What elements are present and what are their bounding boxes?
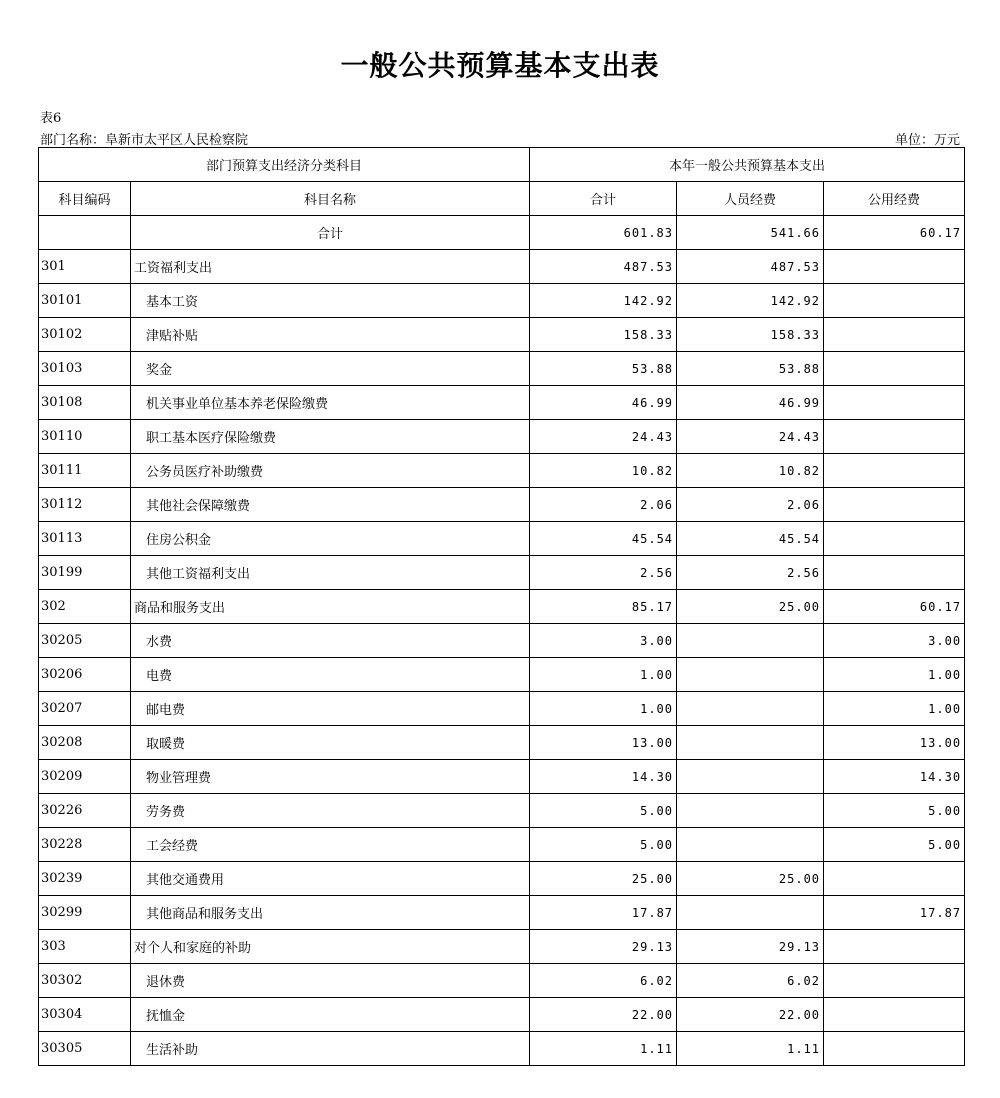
row-total: 24.43 (530, 420, 677, 454)
table-row (39, 692, 965, 726)
table-row (39, 420, 965, 454)
row-public (824, 1032, 965, 1066)
row-name: 邮电费 (131, 692, 530, 726)
row-name: 抚恤金 (131, 998, 530, 1032)
row-public (824, 386, 965, 420)
table-header-group-row (39, 148, 965, 182)
total-personnel: 541.66 (677, 216, 824, 250)
row-public: 14.30 (824, 760, 965, 794)
table-row (39, 250, 965, 284)
table-number: 表6 (40, 111, 62, 126)
row-code: 30304 (39, 998, 131, 1032)
row-total: 142.92 (530, 284, 677, 318)
table-row (39, 658, 965, 692)
table-row (39, 556, 965, 590)
row-code: 30103 (39, 352, 131, 386)
row-total: 1.11 (530, 1032, 677, 1066)
row-personnel: 142.92 (677, 284, 824, 318)
row-public (824, 352, 965, 386)
row-total: 85.17 (530, 590, 677, 624)
row-public (824, 250, 965, 284)
row-public (824, 930, 965, 964)
row-total: 17.87 (530, 896, 677, 930)
row-public (824, 556, 965, 590)
row-code: 30208 (39, 726, 131, 760)
row-name: 其他社会保障缴费 (131, 488, 530, 522)
row-public (824, 998, 965, 1032)
row-name: 工资福利支出 (131, 250, 530, 284)
header-group-right: 本年一般公共预算基本支出 (530, 148, 965, 182)
row-total: 3.00 (530, 624, 677, 658)
row-personnel (677, 760, 824, 794)
header-personnel: 人员经费 (677, 182, 824, 216)
header-name: 科目名称 (131, 182, 530, 216)
row-name: 住房公积金 (131, 522, 530, 556)
row-name: 商品和服务支出 (131, 590, 530, 624)
row-personnel: 24.43 (677, 420, 824, 454)
table-row (39, 964, 965, 998)
row-total: 46.99 (530, 386, 677, 420)
row-personnel (677, 624, 824, 658)
row-code: 30228 (39, 828, 131, 862)
table-row (39, 726, 965, 760)
row-total: 2.56 (530, 556, 677, 590)
row-total: 487.53 (530, 250, 677, 284)
table-row (39, 522, 965, 556)
row-public (824, 488, 965, 522)
row-total: 5.00 (530, 794, 677, 828)
row-personnel: 487.53 (677, 250, 824, 284)
row-personnel (677, 828, 824, 862)
row-name: 物业管理费 (131, 760, 530, 794)
row-public (824, 454, 965, 488)
row-total: 1.00 (530, 658, 677, 692)
row-personnel: 25.00 (677, 590, 824, 624)
row-personnel (677, 658, 824, 692)
row-code: 30207 (39, 692, 131, 726)
row-public: 13.00 (824, 726, 965, 760)
row-public (824, 318, 965, 352)
budget-table (38, 147, 965, 1066)
total-total: 601.83 (530, 216, 677, 250)
row-personnel: 53.88 (677, 352, 824, 386)
row-total: 25.00 (530, 862, 677, 896)
table-row (39, 386, 965, 420)
row-name: 基本工资 (131, 284, 530, 318)
row-public (824, 964, 965, 998)
row-name: 取暖费 (131, 726, 530, 760)
table-row (39, 590, 965, 624)
row-code: 30101 (39, 284, 131, 318)
row-name: 津贴补贴 (131, 318, 530, 352)
row-code: 30108 (39, 386, 131, 420)
row-name: 其他交通费用 (131, 862, 530, 896)
table-header-row (39, 182, 965, 216)
row-public (824, 284, 965, 318)
row-name: 对个人和家庭的补助 (131, 930, 530, 964)
row-total: 29.13 (530, 930, 677, 964)
row-code: 30110 (39, 420, 131, 454)
row-total: 6.02 (530, 964, 677, 998)
row-name: 水费 (131, 624, 530, 658)
row-code: 30305 (39, 1032, 131, 1066)
header-group-left: 部门预算支出经济分类科目 (39, 148, 530, 182)
row-total: 53.88 (530, 352, 677, 386)
table-row (39, 930, 965, 964)
row-name: 工会经费 (131, 828, 530, 862)
row-public: 3.00 (824, 624, 965, 658)
total-label: 合计 (131, 216, 530, 250)
page-title: 一般公共预算基本支出表 (340, 49, 660, 82)
row-personnel (677, 896, 824, 930)
row-public: 5.00 (824, 828, 965, 862)
header-total: 合计 (530, 182, 677, 216)
row-code: 30226 (39, 794, 131, 828)
table-row (39, 760, 965, 794)
table-row (39, 1032, 965, 1066)
row-code: 30299 (39, 896, 131, 930)
total-code-cell (39, 216, 131, 250)
row-code: 303 (39, 930, 131, 964)
row-personnel: 25.00 (677, 862, 824, 896)
row-total: 5.00 (530, 828, 677, 862)
row-code: 30239 (39, 862, 131, 896)
row-total: 14.30 (530, 760, 677, 794)
row-personnel: 46.99 (677, 386, 824, 420)
row-name: 生活补助 (131, 1032, 530, 1066)
total-public: 60.17 (824, 216, 965, 250)
row-public (824, 862, 965, 896)
row-name: 电费 (131, 658, 530, 692)
row-name: 退休费 (131, 964, 530, 998)
row-total: 2.06 (530, 488, 677, 522)
row-name: 职工基本医疗保险缴费 (131, 420, 530, 454)
unit-label: 单位：万元 (894, 133, 960, 148)
row-name: 公务员医疗补助缴费 (131, 454, 530, 488)
row-public: 1.00 (824, 692, 965, 726)
row-total: 1.00 (530, 692, 677, 726)
row-code: 30206 (39, 658, 131, 692)
row-personnel: 29.13 (677, 930, 824, 964)
row-personnel: 2.06 (677, 488, 824, 522)
total-row (39, 216, 965, 250)
row-personnel: 2.56 (677, 556, 824, 590)
row-name: 机关事业单位基本养老保险缴费 (131, 386, 530, 420)
row-personnel: 22.00 (677, 998, 824, 1032)
table-row (39, 998, 965, 1032)
table-row (39, 896, 965, 930)
row-public (824, 420, 965, 454)
row-personnel (677, 726, 824, 760)
row-personnel: 45.54 (677, 522, 824, 556)
table-row (39, 454, 965, 488)
row-personnel (677, 692, 824, 726)
table-row (39, 862, 965, 896)
row-code: 30113 (39, 522, 131, 556)
row-total: 13.00 (530, 726, 677, 760)
row-code: 30111 (39, 454, 131, 488)
row-total: 158.33 (530, 318, 677, 352)
row-public: 17.87 (824, 896, 965, 930)
row-total: 22.00 (530, 998, 677, 1032)
row-name: 其他商品和服务支出 (131, 896, 530, 930)
table-row (39, 352, 965, 386)
table-row (39, 284, 965, 318)
row-code: 30205 (39, 624, 131, 658)
table-row (39, 828, 965, 862)
row-total: 10.82 (530, 454, 677, 488)
row-personnel: 1.11 (677, 1032, 824, 1066)
row-public (824, 522, 965, 556)
row-personnel: 10.82 (677, 454, 824, 488)
row-name: 劳务费 (131, 794, 530, 828)
header-code: 科目编码 (39, 182, 131, 216)
department-name: 部门名称：阜新市太平区人民检察院 (40, 133, 249, 148)
row-personnel: 158.33 (677, 318, 824, 352)
header-public: 公用经费 (824, 182, 965, 216)
row-code: 30112 (39, 488, 131, 522)
row-code: 30209 (39, 760, 131, 794)
row-code: 30199 (39, 556, 131, 590)
row-code: 302 (39, 590, 131, 624)
table-row (39, 318, 965, 352)
row-total: 45.54 (530, 522, 677, 556)
row-code: 301 (39, 250, 131, 284)
row-name: 奖金 (131, 352, 530, 386)
table-row (39, 624, 965, 658)
table-row (39, 488, 965, 522)
row-personnel (677, 794, 824, 828)
row-public: 1.00 (824, 658, 965, 692)
row-public: 60.17 (824, 590, 965, 624)
row-personnel: 6.02 (677, 964, 824, 998)
row-name: 其他工资福利支出 (131, 556, 530, 590)
row-public: 5.00 (824, 794, 965, 828)
row-code: 30102 (39, 318, 131, 352)
table-row (39, 794, 965, 828)
row-code: 30302 (39, 964, 131, 998)
